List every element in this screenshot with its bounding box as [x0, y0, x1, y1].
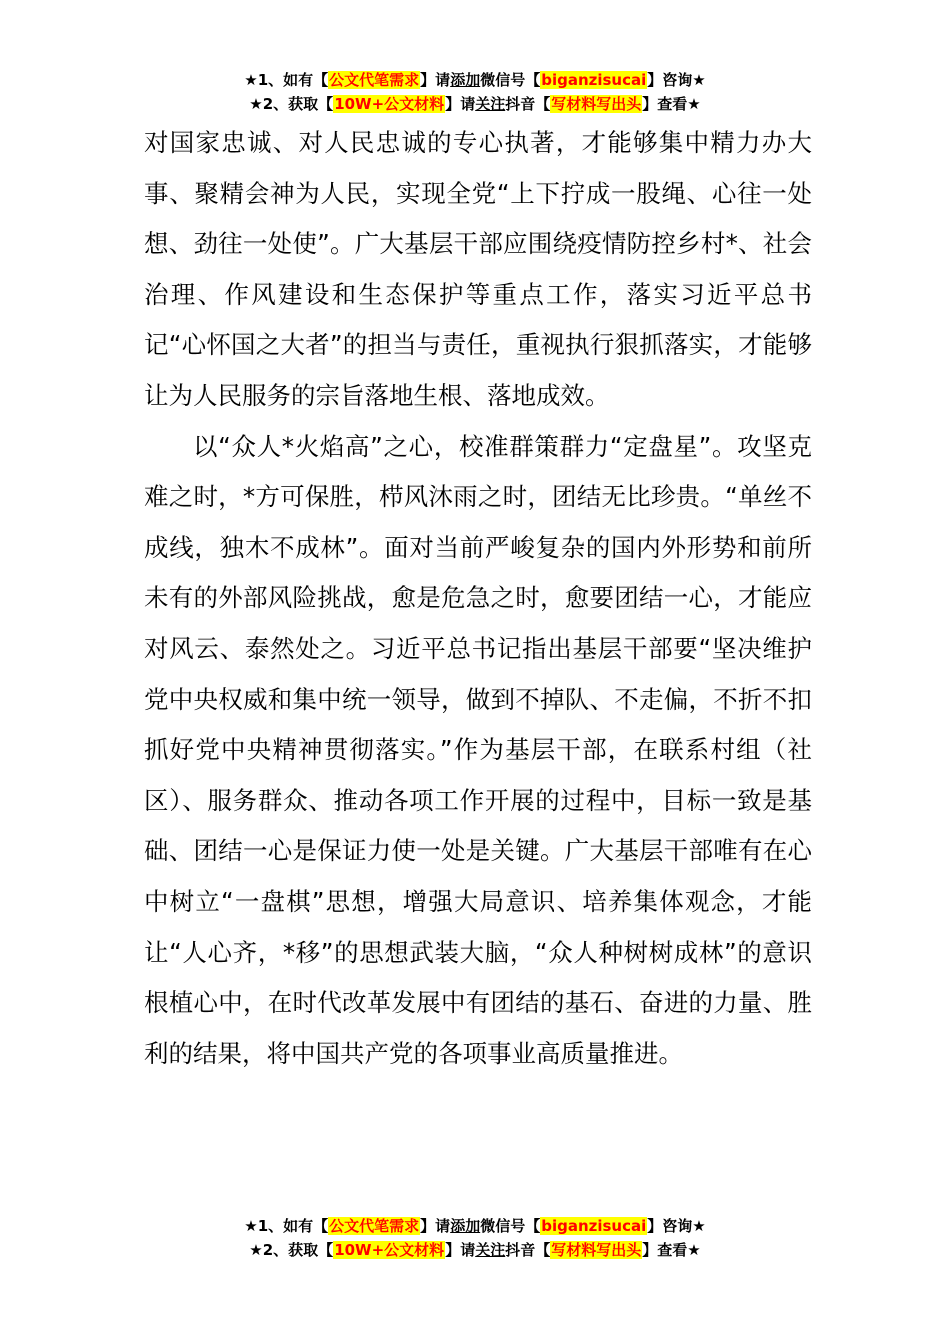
banner-text: 】请 — [445, 1241, 476, 1259]
banner-line-2 — [0, 92, 950, 116]
highlight-douyin-account: 写材料写出头 — [551, 95, 642, 113]
banner-text: ★1、如有【 — [244, 1217, 329, 1235]
banner-text: 】请 — [420, 1217, 451, 1235]
underlined-text: 添加 — [450, 1217, 481, 1235]
highlight-wechat-id: biganzisucai — [541, 71, 647, 89]
highlight-wechat-id: biganzisucai — [541, 1217, 647, 1235]
underlined-text: 关注 — [475, 1241, 506, 1259]
banner-text: 】咨询★ — [647, 1217, 706, 1235]
banner-text: 微信号【 — [480, 71, 541, 89]
paragraph-2: 以“众人*火焰高”之心，校准群策群力“定盘星”。攻坚克难之时，*方可保胜，栉风沐雨之时，团结无比珍贵。“单丝不成线，独木不成林”。面对当前严峻复杂的国内外形势和前所未有的外部风险挑战，愈是危急之时，愈要团结一心，才能应对风云、泰然处之。习近平总书记指出基层干部要“坚决维护党中央权威和集中统一领导，做到不掉队、不走偏，不折不扣抓好党中央精神贯彻落实。”作为基层干部，在联系村组（社区）、服务群众、推动各项工作开展的过程中，目标一致是基础、团结一心是保证力使一处是关键。广大基层干部唯有在心中树立“一盘棋”思想，增强大局意识、培养集体观念，才能让“人心齐，*移”的思想武装大脑，“众人种树树成林”的意识根植心中，在时代改革发展中有团结的基石、奋进的力量、胜利的结果，将中国共产党的各项事业高质量推进。 — [144, 431, 812, 1068]
banner-text: ★2、获取【 — [249, 1241, 334, 1259]
banner-line-1 — [0, 68, 950, 92]
banner-text: 抖音【 — [505, 1241, 551, 1259]
banner-text: 】咨询★ — [647, 71, 706, 89]
banner-text: ★2、获取【 — [249, 95, 334, 113]
highlight-service: 公文代笔需求 — [329, 71, 420, 89]
banner-text: 微信号【 — [480, 1217, 541, 1235]
footer-banner — [0, 1214, 950, 1262]
highlight-douyin-account: 写材料写出头 — [551, 1241, 642, 1259]
highlight-materials: 10W+公文材料 — [334, 1241, 445, 1259]
banner-text: 】请 — [445, 95, 476, 113]
banner-line-1 — [0, 1214, 950, 1238]
banner-text: 】查看★ — [642, 1241, 701, 1259]
header-banner — [0, 68, 950, 116]
underlined-text: 关注 — [475, 95, 506, 113]
highlight-service: 公文代笔需求 — [329, 1217, 420, 1235]
banner-text: 】请 — [420, 71, 451, 89]
underlined-text: 添加 — [450, 71, 481, 89]
banner-text: ★1、如有【 — [244, 71, 329, 89]
paragraph-1: 对国家忠诚、对人民忠诚的专心执著，才能够集中精力办大事、聚精会神为人民，实现全党“上下拧成一股绳、心往一处想、劲往一处使”。广大基层干部应围绕疫情防控乡村*、社会治理、作风建设和生态保护等重点工作，落实习近平总书记“心怀国之大者”的担当与责任，重视执行狠抓落实，才能够让为人民服务的宗旨落地生根、落地成效。 — [144, 128, 812, 410]
document-body — [144, 118, 812, 1079]
banner-text: 】查看★ — [642, 95, 701, 113]
banner-line-2 — [0, 1238, 950, 1262]
banner-text: 抖音【 — [505, 95, 551, 113]
highlight-materials: 10W+公文材料 — [334, 95, 445, 113]
